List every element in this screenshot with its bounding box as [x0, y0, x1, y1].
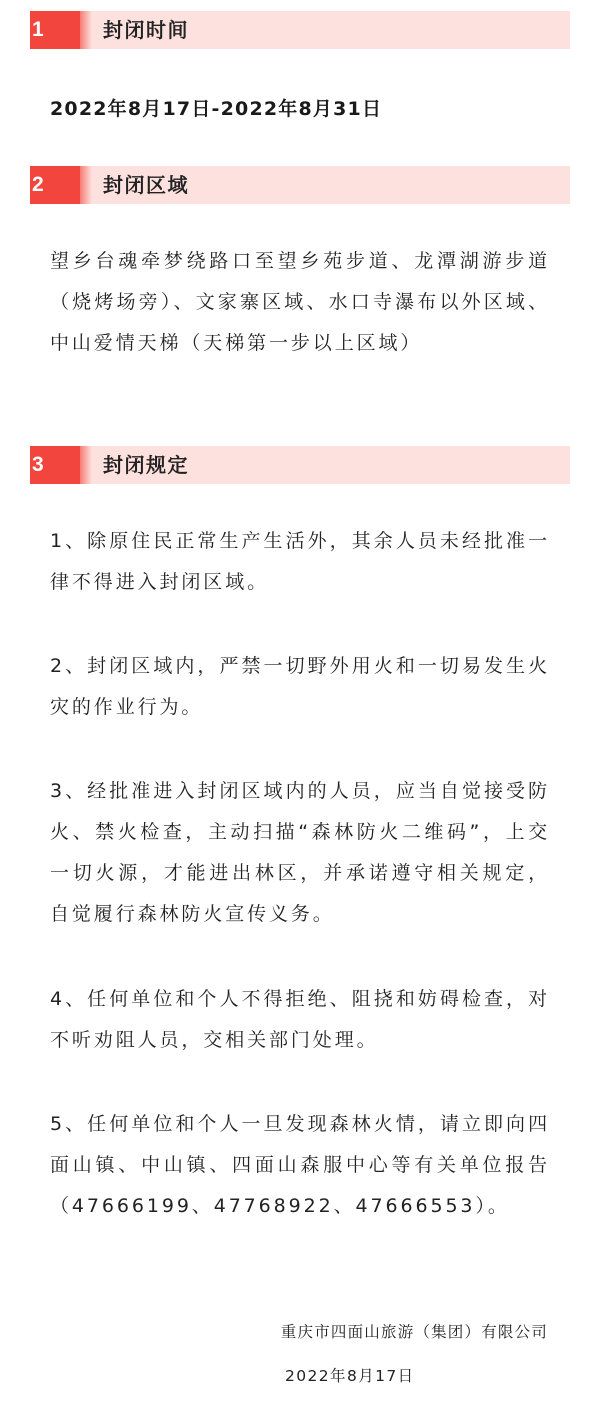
rule-item-4: 4、任何单位和个人不得拒绝、阻挠和妨碍检查，对不听劝阻人员，交相关部门处理。 — [50, 988, 550, 1051]
section-number: 1 — [30, 11, 80, 49]
section-title: 封闭时间 — [103, 18, 189, 42]
rule-item-5: 5、任何单位和个人一旦发现森林火情，请立即向四面山镇、中山镇、四面山森服中心等有关单位报告（47666199、47768922、47666553）。 — [50, 1113, 550, 1217]
section-header-closure-time — [30, 11, 570, 49]
section-number: 3 — [30, 446, 80, 484]
rule-item-3: 3、经批准进入封闭区域内的人员，应当自觉接受防火、禁火检查，主动扫描“森林防火二维码”，上交一切火源，才能进出林区，并承诺遵守相关规定，自觉履行森林防火宣传义务。 — [50, 780, 550, 925]
section-number: 2 — [30, 166, 80, 204]
signature-company: 重庆市四面山旅游（集团）有限公司 — [280, 1323, 548, 1341]
closure-time-text: 2022年8月17日-2022年8月31日 — [50, 98, 383, 120]
section-title: 封闭区域 — [103, 173, 189, 197]
section-header-closure-rules — [30, 446, 570, 484]
rule-item-1: 1、除原住民正常生产生活外，其余人员未经批准一律不得进入封闭区域。 — [50, 530, 550, 593]
section-title: 封闭规定 — [103, 453, 189, 477]
closure-area-text: 望乡台魂牵梦绕路口至望乡苑步道、龙潭湖游步道（烧烤场旁）、文家寨区域、水口寺瀑布以外区域、中山爱情天梯（天梯第一步以上区域） — [50, 250, 550, 354]
rule-item-2: 2、封闭区域内，严禁一切野外用火和一切易发生火灾的作业行为。 — [50, 655, 550, 718]
section-header-closure-area — [30, 166, 570, 204]
signature-date: 2022年8月17日 — [285, 1367, 415, 1385]
